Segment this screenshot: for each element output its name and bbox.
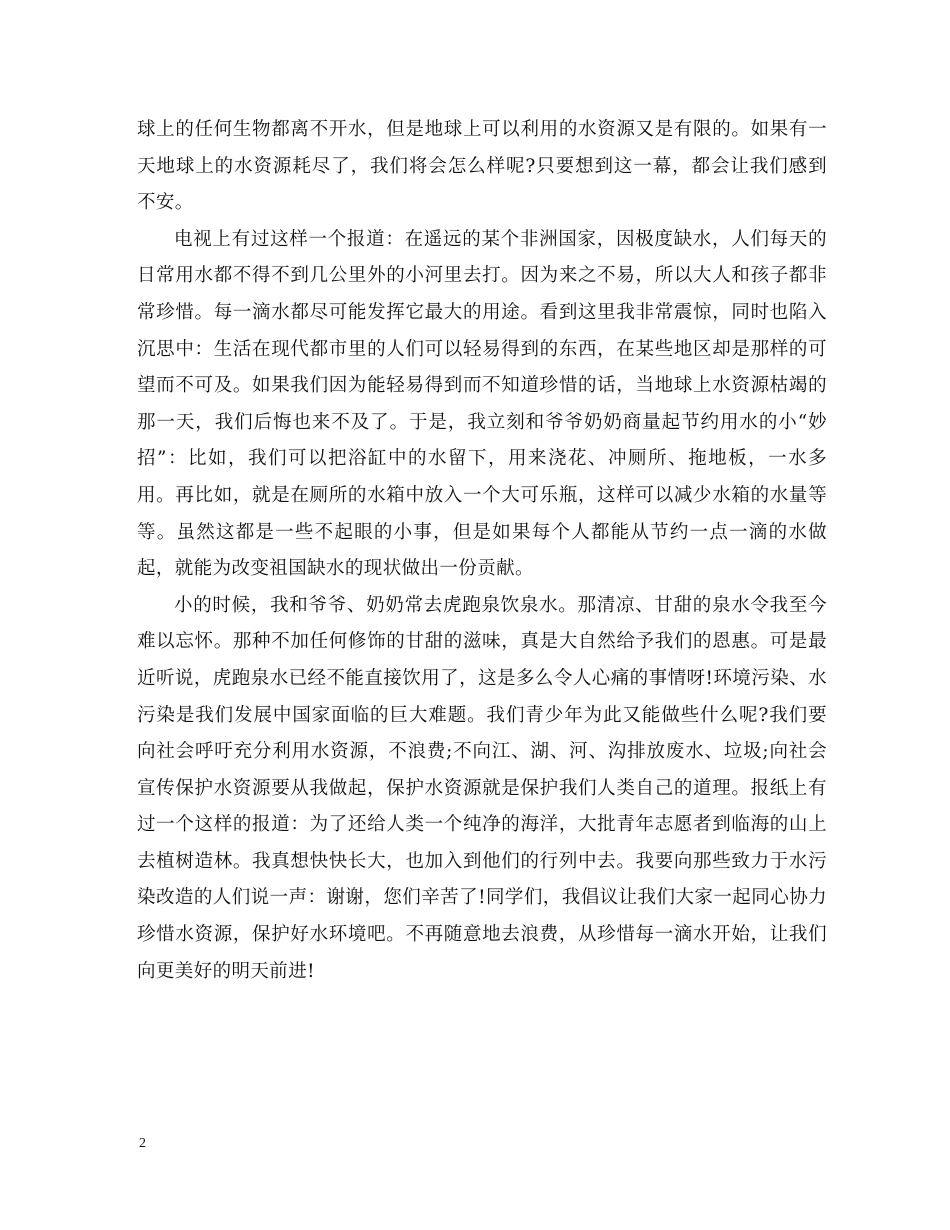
page-number: 2 xyxy=(139,1136,146,1151)
paragraph-continuation: 球上的任何生物都离不开水，但是地球上可以利用的水资源又是有限的。如果有一天地球上的水资源耗尽了，我们将会怎么样呢?只要想到这一幕，都会让我们感到不安。 xyxy=(137,119,827,214)
paragraph-hupao-spring: 小的时候，我和爷爷、奶奶常去虎跑泉饮泉水。那清凉、甘甜的泉水令我至今难以忘怀。那种不加任何修饰的甘甜的滋味，真是大自然给予我们的恩惠。可是最近听说，虎跑泉水已经不能直接饮用了，这是多么令人心痛的事情呀!环境污染、水污染是我们发展中国家面临的巨大难题。我们青少年为此又能做些什么呢?我们要向社会呼吁充分利用水资源，不浪费;不向江、湖、河、沟排放废水、垃圾;向社会宣传保护水资源要从我做起，保护水资源就是保护我们人类自己的道理。报纸上有过一个这样的报道：为了还给人类一个纯净的海洋，大批青年志愿者到临海的山上去植树造林。我真想快快长大，也加入到他们的行列中去。我要向那些致力于水污染改造的人们说一声：谢谢，您们辛苦了!同学们，我倡议让我们大家一起同心协力珍惜水资源，保护好水环境吧。不再随意地去浪费，从珍惜每一滴水开始，让我们向更美好的明天前进! xyxy=(137,594,827,982)
paragraph-tv-report: 电视上有过这样一个报道：在遥远的某个非洲国家，因极度缺水，人们每天的日常用水都不得不到几公里外的小河里去打。因为来之不易，所以大人和孩子都非常珍惜。每一滴水都尽可能发挥它最大的用途。看到这里我非常震惊，同时也陷入沉思中：生活在现代都市里的人们可以轻易得到的东西，在某些地区却是那样的可望而不可及。如果我们因为能轻易得到而不知道珍惜的话，当地球上水资源枯竭的那一天，我们后悔也来不及了。于是，我立刻和爷爷奶奶商量起节约用水的小“妙招”：比如，我们可以把浴缸中的水留下，用来浇花、冲厕所、拖地板，一水多用。再比如，就是在厕所的水箱中放入一个大可乐瓶，这样可以减少水箱的水量等等。虽然这都是一些不起眼的小事，但是如果每个人都能从节约一点一滴的水做起，就能为改变祖国缺水的现状做出一份贡献。 xyxy=(137,228,827,580)
document-body xyxy=(137,112,827,990)
